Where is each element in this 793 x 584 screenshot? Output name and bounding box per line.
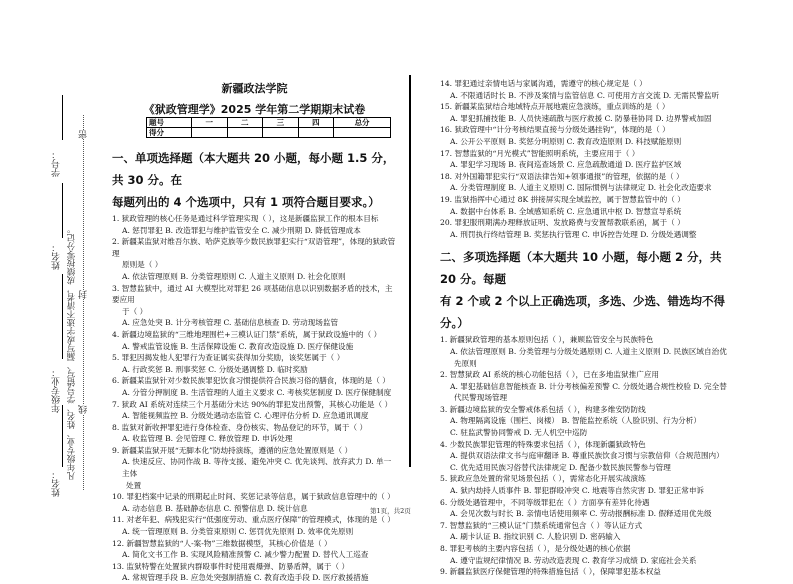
question-options: A. 行政奖惩 B. 刑事奖惩 C. 分级处遇调整 D. 临时奖励 — [122, 364, 308, 374]
question-options: A. 快速反应、协同作战 B. 等待支援、避免冲突 C. 优先谈判、放弃武力 D. 单一主体 — [122, 457, 392, 479]
question-stem: 2. 新疆某监狱对维吾尔族、哈萨克族等少数民族罪犯实行“双语管理”，体现的狱政管理 — [112, 237, 396, 258]
question-options: A. 数据中台体系 B. 全域感知系统 C. 应急通讯中枢 D. 智慧宣导系统 — [450, 206, 682, 216]
name-label-bottom: 姓名： — [52, 470, 62, 497]
question-stem: 19. 监狱指挥中心通过 8K 拼接屏实现全域监控，属于智慧监管中的（ ） — [440, 194, 685, 204]
student-id-label: 学号： — [52, 150, 62, 177]
binding-line-segment — [62, 405, 63, 467]
school-name: 新疆政法学院 — [221, 82, 288, 95]
page-indicator: 第1页，共2页 — [370, 507, 411, 515]
question-options-cont: 处置 — [126, 480, 142, 490]
question-stem: 8. 监狱对新收押罪犯进行身体检查、身份核实、物品登记的环节，属于（ ） — [112, 422, 368, 432]
score-table-header-row — [147, 118, 391, 128]
question-options: A. 提供双语法律文书与庭审翻译 B. 尊重民族饮食习惯与宗教信仰（合规范围内） — [450, 451, 724, 461]
question-stem-cont: 于（ ） — [122, 306, 148, 316]
question-options: A. 警戒监管设施 B. 生活保障设施 C. 教育改造设施 D. 医疗保健设施 — [122, 341, 354, 351]
binding-line-segment — [62, 274, 63, 359]
question-stem: 16. 狱政管理中“计分考核结果直接与分级处遇挂钩”，体现的是（ ） — [440, 125, 670, 135]
question-options: A. 刷卡认证 B. 指纹识别 C. 人脸识别 D. 密码输入 — [450, 532, 621, 542]
question-options: A. 统一管理原则 B. 分类管束原则 C. 惩罚优先原则 D. 效率优先原则 — [122, 527, 354, 537]
question-stem: 10. 罪犯档案中记录的刑期起止时间、奖惩记录等信息，属于狱政信息管理中的（ ） — [112, 492, 395, 502]
section1-heading-line2: 每题列出的 4 个选项中，只有 1 项符合题目要求。） — [112, 195, 380, 209]
question-options: A. 惩罚罪犯 B. 改造罪犯与维护监管安全 C. 减少刑期 D. 降低管理成本 — [122, 225, 361, 235]
score-cell[interactable] — [192, 128, 228, 138]
name-label: 姓名： — [52, 243, 62, 270]
section1-heading-line1: 一、单项选择题（本大题共 20 小题，每小题 1.5 分，共 30 分。在 — [112, 151, 395, 187]
question-options: A. 罪犯抓捕技能 B. 人员快速疏散与医疗救援 C. 防暴巷协同 D. 边界警戒加固 — [450, 113, 712, 123]
question-options: A. 分类管理制度 B. 人道主义原则 C. 国际惯例与法律规定 D. 社会化改造要求 — [450, 183, 712, 193]
seal-char-feng: 封 — [79, 290, 89, 299]
question-options: A. 罪犯学习现场 B. 夜间巡查场景 C. 应急疏散通道 D. 医疗监护区域 — [450, 160, 682, 170]
question-options: A. 依法管理原则 B. 分类管理原则 C. 人道主义原则 D. 社会化原则 — [122, 271, 346, 281]
question-options: A. 常规管理手段 B. 应急处突强制措施 C. 教育改造手段 D. 医疗救援措施 — [122, 573, 369, 583]
question-stem: 5. 罪犯因揭发他人犯罪行为查证属实获得加分奖励，该奖惩属于（ ） — [112, 353, 345, 363]
question-options: A. 分管分押制度 B. 生活管理的人道主义要求 C. 考核奖惩制度 D. 医疗保健制度 — [122, 387, 392, 397]
question-options-cont: 先原则 — [454, 358, 477, 368]
question-stem: 3. 智慧监狱中，通过 AI 大模型比对罪犯 26 项基础信息以识别数据矛盾的技术，主要应用 — [112, 283, 393, 305]
question-stem: 11. 对老年犯、病残犯实行“低强度劳动、重点医疗保障”的管理模式，体现的是（ ） — [112, 515, 395, 525]
seal-char-mi: 密 — [79, 130, 89, 139]
binding-line-segment — [62, 95, 63, 140]
question-stem: 6. 新疆某监狱针对少数民族罪犯饮食习惯提供符合民族习俗的膳食，体现的是（ ） — [112, 376, 390, 386]
section2-heading-line2: 有 2 个或 2 个以上正确选项，多选、少选、错选均不得分。） — [440, 294, 726, 331]
question-stem: 17. 智慧监狱的“月光模式”智能照明系统，主要应用于（ ） — [440, 148, 640, 158]
question-options: A. 狱内劫持人质事件 B. 罪犯群殴冲突 C. 地震等自然灾害 D. 罪犯正常申诉 — [450, 486, 705, 496]
seal-dotted-line — [83, 115, 84, 490]
question-stem: 5. 狱政应急处置的常见场景包括（ ），需常态化开展实战演练 — [440, 474, 646, 484]
score-cell[interactable] — [298, 128, 334, 138]
question-stem: 2. 智慧狱政 AI 系统的核心功能包括（ ），已在多地监狱推广应用 — [440, 370, 660, 380]
question-stem-cont: 原则是（ ） — [122, 260, 163, 270]
question-options-cont: C. 驻监武警协同警戒 D. 无人机空中巡防 — [450, 428, 588, 438]
binding-warning-text: 凡年级专业、姓名、学号错写、漏写或字迹不清者，成绩按零分记。 — [67, 225, 77, 480]
question-stem: 4. 新疆边境监狱的“三维地理围栏+三模认证门禁”系统，属于狱政设施中的（ ） — [112, 329, 382, 339]
left-column — [112, 147, 397, 584]
question-options: A. 智能视频监控 B. 分级处遇动态监管 C. 心理评估分析 D. 应急通讯调度 — [122, 411, 369, 421]
question-options: A. 遵守监规纪律情况 B. 劳动改造表现 C. 教育学习成绩 D. 家庭社会关系 — [450, 555, 697, 565]
score-table-label: 题号 — [147, 118, 192, 128]
question-options: A. 收监管理 B. 会见管理 C. 释放管理 D. 申诉处理 — [122, 434, 293, 444]
score-cell[interactable] — [334, 128, 391, 138]
score-cell[interactable] — [227, 128, 263, 138]
question-stem: 9. 新疆某监狱开展“无脚本化”防劫持演练，遵循的应急处置原则是（ ） — [112, 445, 353, 455]
question-options: A. 物理隔离设施（围栏、岗楼） B. 智能监控系统（人脸识别、行为分析） — [450, 416, 701, 426]
grade-major-label: 年级专业： — [52, 368, 62, 413]
question-stem: 18. 对外国籍罪犯实行“双语法律告知+领事通报”的管理，依据的是（ ） — [440, 171, 684, 181]
binding-line-segment — [62, 183, 63, 238]
question-stem: 6. 分级处遇管理中，不同等级罪犯在（ ）方面享有差异化待遇 — [440, 497, 650, 507]
question-stem: 8. 罪犯考核的主要内容包括（ ），是分级处遇的核心依据 — [440, 544, 631, 553]
question-stem: 3. 新疆边境监狱的安全警戒体系包括（ ），构建多维安防防线 — [440, 404, 646, 414]
question-stem: 7. 智慧监狱的“三模认证”门禁系统通常包含（ ）等认证方式 — [440, 520, 643, 530]
score-col-3: 三 — [263, 118, 299, 128]
section2-heading-line1: 二、多项选择题（本大题共 10 小题，每小题 2 分，共 20 分。每题 — [440, 250, 722, 287]
score-col-2: 二 — [227, 118, 263, 128]
question-stem: 13. 监狱特警在处置狱内群殴事件时使用震爆弹、防暴盾牌，属于（ ） — [112, 561, 350, 571]
score-col-total: 总分 — [334, 118, 391, 128]
question-options-cont: C. 优先适用民族习俗替代法律规定 D. 配备少数民族民警参与管理 — [450, 462, 671, 472]
score-row-label: 得分 — [147, 128, 192, 138]
question-stem: 7. 狱政 AI 系统对连续三个月基础分未达 90%的罪犯发出预警，其核心功能是（ ） — [112, 399, 393, 409]
score-table-score-row — [147, 128, 391, 138]
score-col-1: 一 — [192, 118, 228, 128]
question-stem: 4. 少数民族罪犯管理的特殊要求包括（ ），体现新疆狱政特色 — [440, 439, 646, 449]
question-options: A. 罪犯基础信息智能核查 B. 计分考核偏差预警 C. 分级处遇合规性校验 D. 完全替 — [450, 381, 727, 391]
question-stem: 20. 罪犯服刑期满办理释放证明、发放路费与安置帮教联系函，属于（ ） — [440, 218, 685, 228]
score-col-4: 四 — [298, 118, 334, 128]
column-divider — [409, 75, 411, 467]
question-stem: 12. 新疆智慧监狱的“人-案-物”三维数据模型，其核心价值是（ ） — [112, 538, 332, 548]
question-options: A. 公开公平原则 B. 奖惩分明原则 C. 教育改造原则 D. 科技赋能原则 — [450, 136, 682, 146]
question-options: A. 应急处突 B. 计分考核管理 C. 基础信息核查 D. 劳动现场监管 — [122, 318, 339, 328]
question-options: A. 刑罚执行终结管理 B. 奖惩执行管理 C. 申诉控告处理 D. 分级处遇调整 — [450, 229, 697, 239]
question-options: A. 简化文书工作 B. 实现风险精准预警 C. 减少警力配置 D. 替代人工巡查 — [122, 550, 369, 560]
question-stem: 15. 新疆某监狱结合地域特点开展地震应急演练，重点训练的是（ ） — [440, 102, 670, 112]
question-stem: 9. 新疆监狱医疗保健管理的特殊措施包括（ ），保障罪犯基本权益 — [440, 567, 661, 577]
question-options: A. 动态信息 B. 基础静态信息 C. 预警信息 D. 统计信息 — [122, 503, 308, 513]
question-stem: 14. 罪犯通过亲情电话与家属沟通，需遵守的核心规定是（ ） — [440, 79, 647, 88]
question-options-cont: 代民警现场管理 — [454, 393, 508, 403]
question-options: A. 不限通话时长 B. 不涉及案情与监管信息 C. 可使用方言交流 D. 无需民警监听 — [450, 90, 720, 100]
question-stem: 1. 狱政管理的核心任务是通过科学管理实现（ ），这是新疆监狱工作的根本目标 — [112, 214, 379, 223]
right-column — [440, 78, 740, 578]
seal-char-xian: 线 — [79, 405, 89, 414]
question-stem: 1. 新疆狱政管理的基本原则包括（ ），兼顾监管安全与民族特色 — [440, 335, 654, 345]
question-options: A. 会见次数与时长 B. 亲情电话使用频率 C. 劳动报酬标准 D. 假释适用优先级 — [450, 509, 712, 519]
score-cell[interactable] — [263, 128, 299, 138]
exam-title: 《狱政管理学》2025 学年第二学期期末试卷 — [143, 103, 366, 116]
question-options: A. 依法管理原则 B. 分类管理与分级处遇原则 C. 人道主义原则 D. 民族区域自治优 — [450, 346, 727, 356]
score-table — [146, 117, 391, 138]
